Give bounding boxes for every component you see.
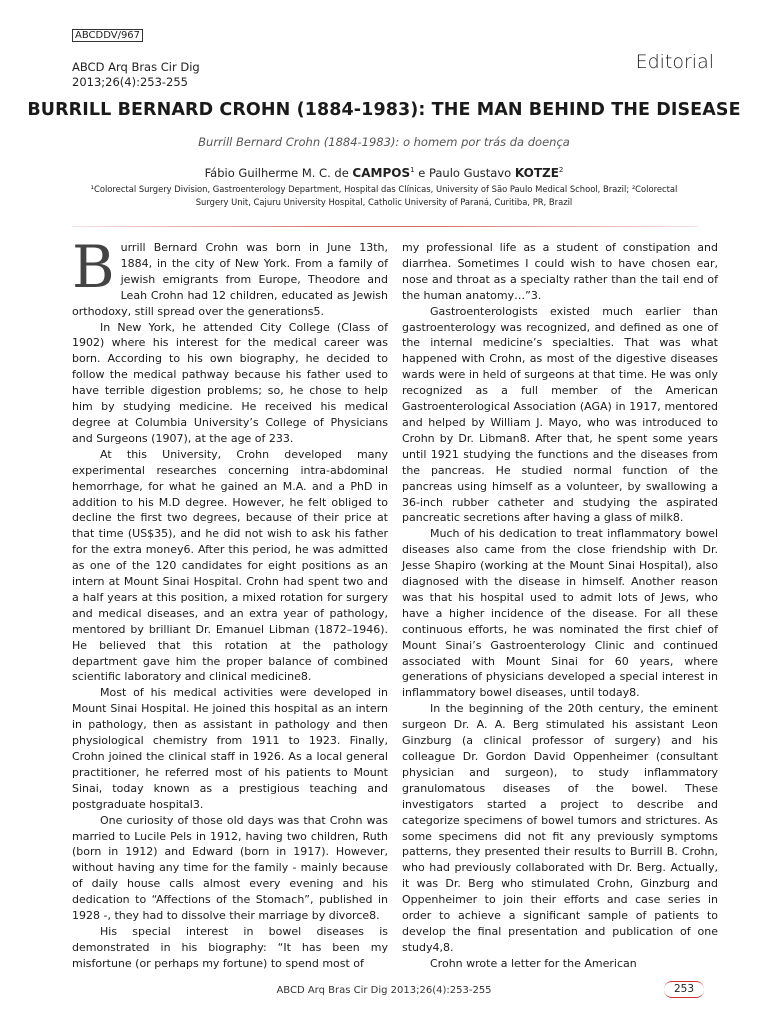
affiliations: ¹Colorectal Surgery Division, Gastroenterology Department, Hospital das Clínicas, University of São Paulo Medical School, Brazil; ²Colorectal Surgery Unit, Cajuru University Hospital, Catholic University of Paraná, Curitiba, PR, Brazil — [90, 184, 678, 207]
author-line — [0, 166, 768, 180]
page-number: 253 — [664, 981, 704, 998]
text-column-right — [402, 240, 718, 972]
footer-citation: ABCD Arq Bras Cir Dig 2013;26(4):253-255 — [276, 985, 492, 996]
author2-surname: KOTZE — [514, 166, 559, 180]
paragraph-text: urrill Bernard Crohn was born in June 13th, 1884, in the city of New York. From a family of jewish emigrants from Europe, Theodore and Leah Crohn had 12 children, educated as Jewish orthodoxy, still spread over the generations5. — [72, 241, 388, 318]
paragraph: Much of his dedication to treat inflammatory bowel diseases also came from the close friendship with Dr. Jesse Shapiro (working at the Mount Sinai Hospital), also diagnosed with the disease in himself. Another reason was that his hospital used to admit lots of Jews, who have a higher incidence of the disease. For all these continuous efforts, he was nominated the first chief of Mount Sinai’s Gastroenterology Clinic and continued associated with Mount Sinai for 60 years, where generations of physicians developed a special interest in inflammatory bowel diseases, until today8. — [402, 527, 718, 700]
author1-surname: CAMPOS — [352, 166, 411, 180]
author-separator: e Paulo Gustavo — [414, 166, 515, 180]
header-divider — [72, 226, 698, 227]
section-label: Editorial — [635, 51, 714, 73]
paragraph: Crohn wrote a letter for the American — [430, 956, 637, 970]
article-title: BURRILL BERNARD CROHN (1884-1983): THE MAN BEHIND THE DISEASE — [27, 100, 741, 120]
paragraph: One curiosity of those old days was that Crohn was married to Lucile Pels in 1912, having two children, Ruth (born in 1912) and Edward (born in 1917). However, without having any time for the family - mainly because of daily house calls almost every evening and his dedication to “Affections of the Stomach”, published in 1928 -, they had to dissolve their marriage by divorce8. — [72, 813, 388, 923]
author2-affiliation-mark: 2 — [558, 166, 564, 175]
journal-reference — [72, 60, 200, 90]
document-code: ABCDDV/967 — [72, 29, 143, 42]
paragraph: Gastroenterologists existed much earlier than gastroenterology was recognized, and defined as one of the internal medicine’s specialties. That was what happened with Crohn, as most of the digestive diseases wards were in held of surgeons at that time. He was only recognized as a full member of the American Gastroenterological Association (AGA) in 1917, mentored and helped by William J. Mayo, who was introduced to Crohn by Dr. Libman8. After that, he spent some years until 1921 studying the functions and the diseases from the pancreas. He studied normal function of the pancreas using himself as a volunteer, by swallowing a 36-inch rubber catheter and studying the aspirated pancreatic secretions after having a glass of milk8. — [402, 304, 718, 525]
author1-affiliation-mark: 1 — [410, 166, 415, 175]
journal-name: ABCD Arq Bras Cir Dig — [72, 60, 200, 74]
text-column-left — [72, 233, 388, 972]
paragraph: In the beginning of the 20th century, the eminent surgeon Dr. A. A. Berg stimulated his assistant Leon Ginzburg (a clinical professor of surgery) and his colleague Dr. Gordon David Oppenheimer (consultant physician and surgeon), to study inflammatory granulomatous diseases of the bowel. These investigators started a project to describe and categorize specimens of bowel tumors and strictures. As some specimens did not fit any previously symptoms patterns, they presented their results to Burrill B. Crohn, who had previously collaborated with Dr. Berg. Actually, it was Dr. Berg who stimulated Crohn, Ginzburg and Oppenheimer to join their efforts and case series in order to achieve a significant sample of patients to develop the final presentation and publication of one study4,8. — [402, 702, 718, 954]
paragraph: my professional life as a student of constipation and diarrhea. Sometimes I could wish to have chosen ear, nose and throat as a specialty rather than the tail end of the human anatomy…”3. — [402, 241, 718, 302]
paragraph: Most of his medical activities were developed in Mount Sinai Hospital. He joined this hospital as an intern in pathology, then as assistant in pathology and then physiological chemistry from 1911 to 1923. Finally, Crohn joined the clinical staff in 1926. As a local general practitioner, he referred most of his patients to Mount Sinai, today known as a prestigious teaching and postgraduate hospital3. — [72, 686, 388, 811]
paragraph: At this University, Crohn developed many experimental researches concerning intra-abdominal hemorrhage, for what he gained an M.A. and a PhD in addition to his M.D degree. However, he felt obliged to decline the first two degrees, because of their price at that time (US$35), and he did not wish to ask his father for the extra money6. After this period, he was admitted as one of the 120 candidates for eight positions as an intern at Mount Sinai Hospital. Crohn had spent two and a half years at this position, a mixed rotation for surgery and medical diseases, and an extra year of pathology, mentored by brilliant Dr. Emanuel Libman (1872–1946). He believed that this rotation at the pathology department gave him the proper balance of combined scientific laboratory and clinical medicine8. — [72, 447, 388, 684]
paragraph — [72, 233, 388, 320]
article-subtitle: Burrill Bernard Crohn (1884-1983): o homem por trás da doença — [198, 135, 570, 149]
drop-cap: B — [72, 233, 115, 301]
author1-given-name: Fábio Guilherme M. C. de — [204, 166, 353, 180]
paragraph: His special interest in bowel diseases is demonstrated in his biography: “It has been my misfortune (or perhaps my fortune) to spend most of — [72, 924, 388, 970]
journal-volume: 2013;26(4):253-255 — [72, 75, 188, 89]
paragraph: In New York, he attended City College (Class of 1902) where his interest for the medical career was born. According to his own biography, he decided to follow the medical pathway because his father used to have terrible digestion problems; so, he chose to help him by studying medicine. He received his medical degree at Columbia University’s College of Physicians and Surgeons (1907), at the age of 233. — [72, 320, 388, 445]
